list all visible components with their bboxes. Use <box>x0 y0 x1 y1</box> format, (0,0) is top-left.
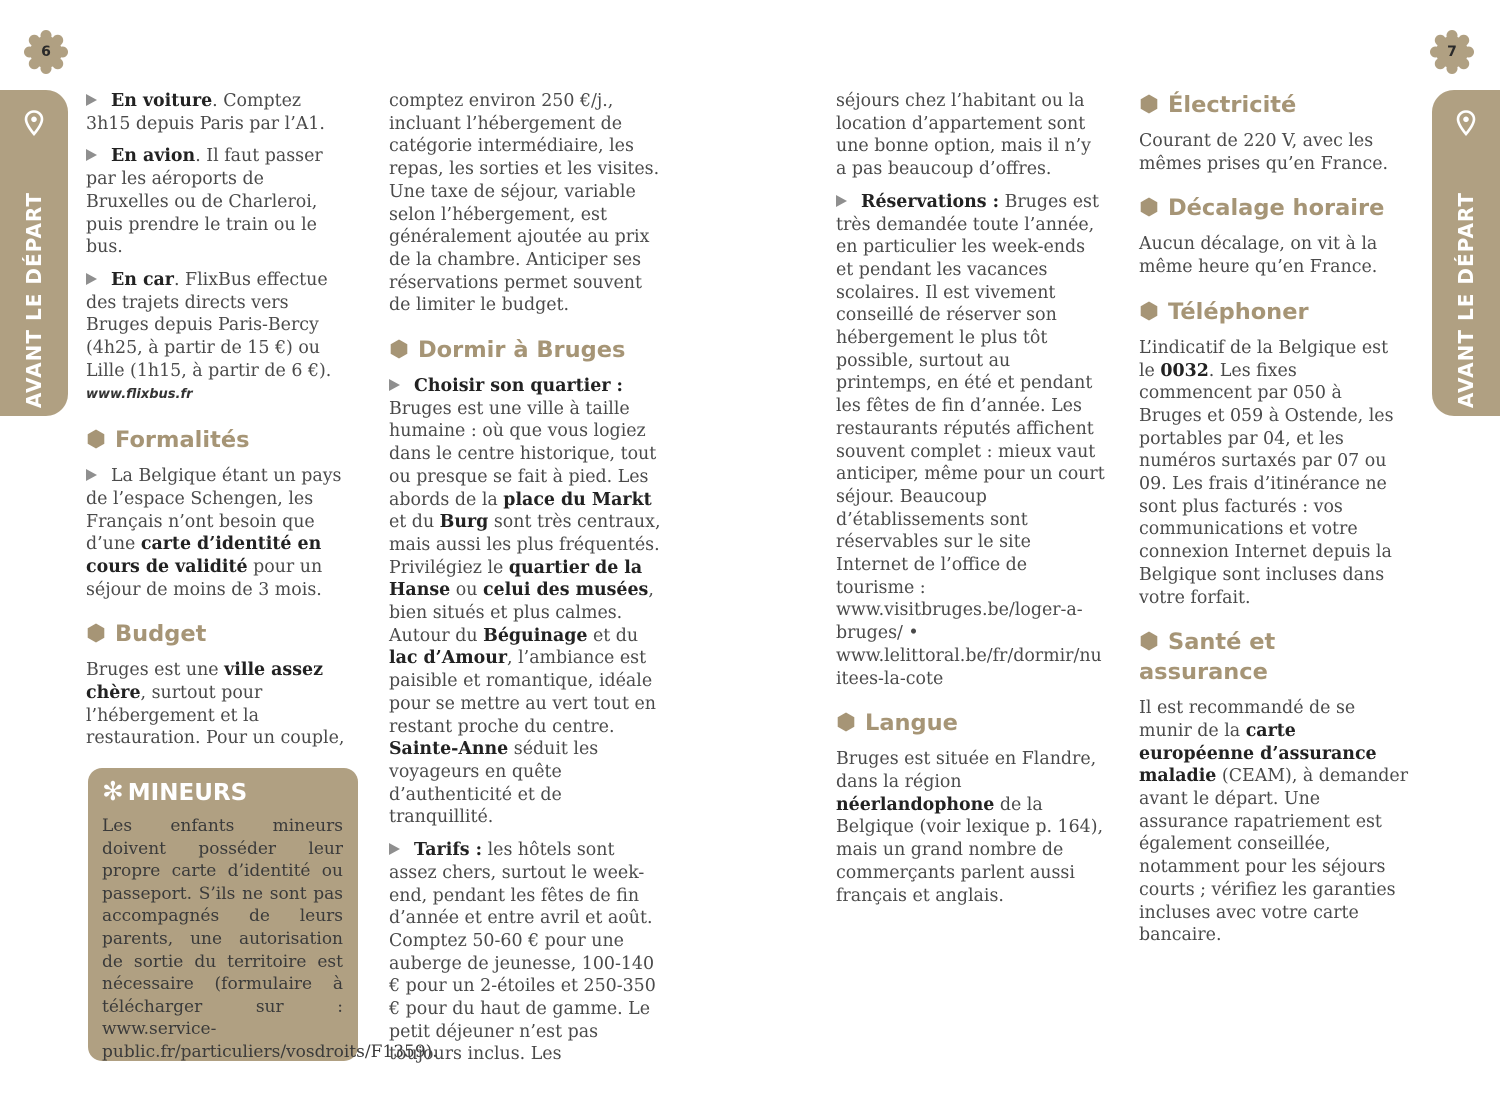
paragraph-quartier: Choisir son quartier : Bruges est une ville à taille humaine : où que vous logiez dans le centre historique, tout ou presque se fait à pied. Les abords de la place du Markt et du Burg sont très centraux, mais aussi les plus fréquentés. Privilégiez le quartier de la Hanse ou celui des musées, bien situés et plus calmes. Autour du Béguinage et du lac d’Amour, l’ambiance est paisible et romantique, idéale pour se mettre au vert tout en restant proche du centre. Sainte-Anne séduit les voyageurs en quête d’authenticité et de tranquillité. <box>389 376 661 828</box>
paragraph-reservations: Réservations : Bruges est très demandée toute l’année, en particulier les week-ends et pendant les vacances scolaires. Il est vivement conseillé de réserver son hébergement le plus tôt possible, surtout au printemps, en été et pendant les fêtes de fin d’année. Les restaurants réputés affichent souvent complet : mieux vaut anticiper, même pour un court séjour. Beaucoup d’établissements sont réservables sur le site Internet de l’office de tourisme : www.visitbruges.be/loger-a-bruges/ • www.lelittoral.be/fr/dormir/nuitees-la-cote <box>836 191 1105 689</box>
column-4 <box>1139 90 1409 957</box>
paragraph-budget-cont: comptez environ 250 €/j., incluant l’hébergement de catégorie intermédiaire, les repas, les sorties et les visites. Une taxe de séjour, variable selon l’hébergement, est généralement ajoutée au prix de la chambre. Anticiper ses réservations permet souvent de limiter le budget. <box>389 91 660 316</box>
minors-box-title: ✻ MINEURS <box>102 777 248 807</box>
page-number: 7 <box>1447 44 1457 60</box>
triangle-bullet-icon <box>86 469 97 481</box>
paragraph-decalage: Aucun décalage, on vit à la même heure qu’en France. <box>1139 234 1378 278</box>
page-number: 6 <box>41 44 51 60</box>
hexagon-bullet-icon <box>1139 94 1159 114</box>
heading-decalage: Décalage horaire <box>1139 193 1409 223</box>
side-tab-left <box>0 90 68 416</box>
page-number-badge <box>24 30 68 74</box>
paragraph-electricite: Courant de 220 V, avec les mêmes prises qu’en France. <box>1139 131 1389 174</box>
asterisk-icon: ✻ <box>102 777 124 807</box>
paragraph-formalites: La Belgique étant un pays de l’espace Schengen, les Français n’ont besoin que d’une carte d’identité en cours de validité pour un séjour de moins de 3 mois. <box>86 466 342 600</box>
hexagon-bullet-icon <box>1139 301 1159 321</box>
minors-info-box <box>88 768 438 1062</box>
paragraph-car: En voiture. Comptez 3h15 depuis Paris par l’A1. <box>86 91 325 134</box>
minors-box-text: Les enfants mineurs doivent posséder leur propre carte d’identité ou passeport. S’ils ne sont pas accompagnés de leurs parents, une autorisation de sortie du territoire est nécessaire (formulaire à télécharger sur : www.service-public.fr/particuliers/vosdroits/F1359). <box>102 816 438 1062</box>
paragraph-sante: Il est recommandé de se munir de la carte européenne d’assurance maladie (CEAM), à demander avant le départ. Une assurance rapatriement est également conseillée, notamment pour les séjours courts ; vérifiez les garanties incluses avec votre carte bancaire. <box>1139 698 1409 946</box>
side-tab-label: AVANT LE DÉPART <box>1454 191 1478 409</box>
page-number-badge <box>1430 30 1474 74</box>
side-tab-label: AVANT LE DÉPART <box>22 191 46 409</box>
column-3 <box>836 90 1106 917</box>
triangle-bullet-icon <box>86 94 97 106</box>
heading-budget: Budget <box>86 619 348 649</box>
hexagon-bullet-icon <box>836 712 856 732</box>
hexagon-bullet-icon <box>1139 197 1159 217</box>
heading-langue: Langue <box>836 708 1106 738</box>
map-pin-icon <box>1456 110 1476 136</box>
heading-sante: Santé et assurance <box>1139 629 1276 686</box>
heading-dormir: Dormir à Bruges <box>389 335 663 365</box>
paragraph-langue: Bruges est située en Flandre, dans la région néerlandophone de la Belgique (voir lexique p. 164), mais un grand nombre de commerçants parlent aussi français et anglais. <box>836 749 1104 906</box>
heading-electricite: Électricité <box>1139 90 1409 120</box>
paragraph-budget: Bruges est une ville assez chère, surtout pour l’hébergement et la restauration. Pour un couple, <box>86 660 345 749</box>
paragraph-tarifs-cont: séjours chez l’habitant ou la location d’appartement sont une bonne option, mais il n’y a pas beaucoup d’offres. <box>836 91 1092 180</box>
paragraph-tarifs: Tarifs : les hôtels sont assez chers, surtout le week-end, pendant les fêtes de fin d’année et entre avril et août. Comptez 50-60 € pour une auberge de jeunesse, 100-140 € pour un 2-étoiles et 250-350 € pour du haut de gamme. Le petit déjeuner n’est pas toujours inclus. Les <box>389 840 656 1065</box>
paragraph-bus: En car. FlixBus effectue des trajets directs vers Bruges depuis Paris-Bercy (4h25, à partir de 15 €) ou Lille (1h15, à partir de 6 €). <box>86 269 332 381</box>
right-page <box>750 0 1500 1107</box>
hexagon-bullet-icon <box>1139 631 1159 651</box>
triangle-bullet-icon <box>389 379 400 391</box>
hexagon-bullet-icon <box>86 429 106 449</box>
triangle-bullet-icon <box>86 149 97 161</box>
map-pin-icon <box>24 110 44 136</box>
triangle-bullet-icon <box>86 273 97 285</box>
hexagon-bullet-icon <box>86 623 106 643</box>
column-1 <box>86 90 348 760</box>
heading-formalites: Formalités <box>86 425 348 455</box>
triangle-bullet-icon <box>836 195 847 207</box>
flixbus-link[interactable]: www.flixbus.fr <box>86 387 193 403</box>
column-2 <box>389 90 663 1076</box>
side-tab-right <box>1432 90 1500 416</box>
heading-telephoner: Téléphoner <box>1139 297 1409 327</box>
hexagon-bullet-icon <box>389 339 409 359</box>
paragraph-telephoner: L’indicatif de la Belgique est le 0032. Les fixes commencent par 050 à Bruges et 059 à Ostende, les portables par 04, et les numéros surtaxés par 07 ou 09. Les frais d’itinérance ne sont plus facturés : vos communications et votre connexion Internet depuis la Belgique sont incluses dans votre forfait. <box>1139 337 1394 608</box>
paragraph-plane: En avion. Il faut passer par les aéroports de Bruxelles ou de Charleroi, puis prendre le train ou le bus. <box>86 146 323 258</box>
triangle-bullet-icon <box>389 843 400 855</box>
